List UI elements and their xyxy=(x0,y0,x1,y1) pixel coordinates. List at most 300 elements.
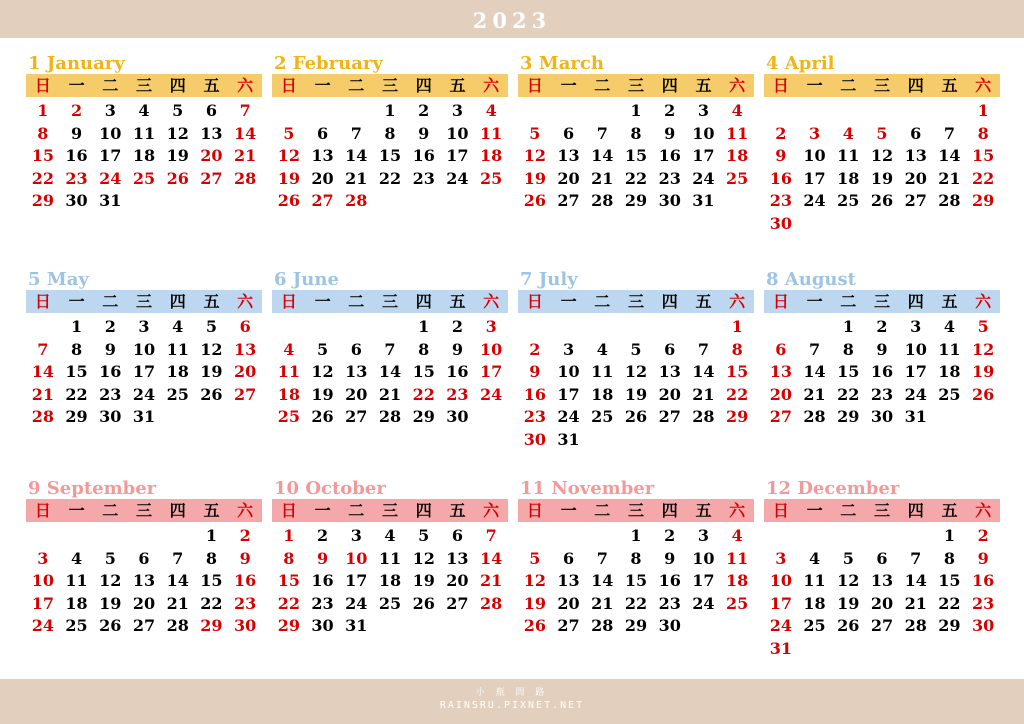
day-cell: 11 xyxy=(277,362,300,381)
day-cell: 5 xyxy=(842,548,854,568)
weekday-label: 六 xyxy=(483,292,500,311)
day-cell: 24 xyxy=(99,168,122,188)
day-cell: 22 xyxy=(412,384,435,404)
day-cell: 26 xyxy=(166,168,189,188)
day-cell: 21 xyxy=(234,146,257,165)
day-cell: 29 xyxy=(65,407,88,426)
day-cell: 28 xyxy=(480,593,503,613)
weekday-label: 六 xyxy=(483,76,500,95)
day-cell: 23 xyxy=(870,384,894,404)
day-cell: 26 xyxy=(412,593,435,613)
weekday-label: 五 xyxy=(449,76,466,95)
day-cell: 23 xyxy=(523,407,546,426)
weekday-header xyxy=(518,499,754,522)
day-cell: 13 xyxy=(446,548,469,568)
month-block xyxy=(518,477,754,687)
day-cell: 29 xyxy=(726,407,749,426)
day-cell: 21 xyxy=(591,168,614,188)
day-cell: 23 xyxy=(311,593,334,613)
day-cell: 27 xyxy=(904,191,927,210)
month-title: 11 November xyxy=(520,478,655,499)
weekday-label: 日 xyxy=(34,292,51,311)
empty-cell xyxy=(339,316,373,339)
day-cell: 21 xyxy=(591,593,614,613)
day-cell: 17 xyxy=(345,571,368,590)
day-cell: 15 xyxy=(31,146,54,165)
day-cell: 1 xyxy=(70,317,83,336)
day-cell: 15 xyxy=(624,146,648,165)
day-cell: 3 xyxy=(562,339,575,359)
weekday-label: 一 xyxy=(68,292,85,311)
day-cell: 22 xyxy=(31,168,54,188)
day-cell: 4 xyxy=(943,317,955,336)
weekday-label: 日 xyxy=(34,501,51,520)
empty-cell xyxy=(161,525,195,548)
day-cell: 2 xyxy=(70,101,83,120)
day-cell: 23 xyxy=(234,593,257,613)
day-cell: 26 xyxy=(523,191,546,210)
day-cell: 2 xyxy=(664,526,676,545)
day-cell: 20 xyxy=(311,168,334,188)
day-cell: 27 xyxy=(769,407,792,426)
weekday-label: 四 xyxy=(661,292,678,311)
day-cell: 25 xyxy=(480,168,503,188)
day-cell: 23 xyxy=(412,168,435,188)
day-cell: 9 xyxy=(529,362,541,381)
weekday-label: 一 xyxy=(314,76,331,95)
day-cell: 1 xyxy=(977,101,989,120)
empty-cell xyxy=(552,100,586,123)
day-cell: 5 xyxy=(418,526,430,545)
day-cell: 6 xyxy=(910,123,922,143)
month-title: 8 August xyxy=(766,269,856,290)
day-cell: 18 xyxy=(132,146,156,165)
day-cell: 10 xyxy=(31,571,54,590)
day-cell: 2 xyxy=(451,317,463,336)
day-cell: 2 xyxy=(664,101,676,120)
day-cell: 15 xyxy=(938,571,961,590)
day-cell: 12 xyxy=(277,146,300,165)
day-cell: 10 xyxy=(557,362,580,381)
weekday-label: 二 xyxy=(102,76,119,95)
weekday-label: 五 xyxy=(695,76,712,95)
day-cell: 9 xyxy=(664,548,676,568)
weekday-header xyxy=(518,290,754,313)
day-grid xyxy=(26,525,262,638)
day-cell: 6 xyxy=(350,339,362,359)
empty-cell xyxy=(653,316,687,339)
footer-bar xyxy=(0,679,1024,724)
weekday-label: 五 xyxy=(449,292,466,311)
weekday-label: 二 xyxy=(840,292,857,311)
day-cell: 18 xyxy=(837,168,860,188)
day-cell: 20 xyxy=(557,168,580,188)
day-cell: 19 xyxy=(311,384,334,404)
day-cell: 7 xyxy=(943,123,955,143)
day-cell: 17 xyxy=(446,146,469,165)
day-cell: 25 xyxy=(378,593,402,613)
day-cell: 14 xyxy=(234,123,257,143)
day-cell: 13 xyxy=(311,146,334,165)
weekday-header xyxy=(518,74,754,97)
day-cell: 24 xyxy=(904,384,927,404)
day-cell: 21 xyxy=(166,593,189,613)
weekday-label: 一 xyxy=(314,501,331,520)
day-cell: 23 xyxy=(658,593,681,613)
day-cell: 4 xyxy=(283,339,295,359)
day-cell: 19 xyxy=(972,362,995,381)
weekday-label: 日 xyxy=(772,501,789,520)
day-cell: 5 xyxy=(977,317,989,336)
day-cell: 7 xyxy=(697,339,709,359)
day-cell: 18 xyxy=(803,593,826,613)
day-cell: 31 xyxy=(132,407,156,426)
day-cell: 14 xyxy=(31,362,54,381)
weekday-label: 二 xyxy=(840,501,857,520)
day-cell: 5 xyxy=(876,123,888,143)
empty-cell xyxy=(798,316,832,339)
weekday-label: 三 xyxy=(628,76,645,95)
day-cell: 28 xyxy=(31,407,54,426)
day-grid xyxy=(272,525,508,638)
day-cell: 2 xyxy=(316,526,329,545)
day-cell: 12 xyxy=(837,571,860,590)
day-cell: 20 xyxy=(658,384,681,404)
weekday-label: 日 xyxy=(526,292,543,311)
day-cell: 13 xyxy=(234,339,257,359)
weekday-header xyxy=(272,290,508,313)
day-cell: 5 xyxy=(205,317,217,336)
day-cell: 10 xyxy=(692,548,715,568)
month-block xyxy=(272,477,508,687)
day-cell: 25 xyxy=(65,616,88,635)
day-cell: 21 xyxy=(480,571,503,590)
month-block xyxy=(518,268,754,478)
weekday-header xyxy=(764,499,1000,522)
weekday-label: 六 xyxy=(729,76,746,95)
day-cell: 25 xyxy=(938,384,961,404)
empty-cell xyxy=(552,316,586,339)
day-cell: 20 xyxy=(870,593,894,613)
day-cell: 10 xyxy=(446,123,469,143)
day-cell: 10 xyxy=(769,571,792,590)
weekday-label: 三 xyxy=(382,292,399,311)
day-cell: 28 xyxy=(904,616,927,635)
day-cell: 28 xyxy=(345,191,368,210)
day-cell: 6 xyxy=(562,548,575,568)
day-cell: 10 xyxy=(99,123,122,143)
day-cell: 7 xyxy=(910,548,922,568)
day-cell: 24 xyxy=(446,168,469,188)
day-grid xyxy=(518,316,754,451)
weekday-label: 三 xyxy=(874,76,891,95)
day-cell: 23 xyxy=(99,384,122,404)
day-cell: 3 xyxy=(697,526,709,545)
day-cell: 3 xyxy=(775,548,787,568)
month-title: 2 February xyxy=(274,53,383,74)
day-cell: 8 xyxy=(205,548,217,568)
month-title: 6 June xyxy=(274,269,339,290)
day-cell: 1 xyxy=(384,101,396,120)
day-cell: 28 xyxy=(378,407,402,426)
day-cell: 12 xyxy=(523,146,546,165)
day-cell: 16 xyxy=(658,571,681,590)
day-cell: 22 xyxy=(624,593,648,613)
day-cell: 1 xyxy=(630,526,642,545)
weekday-label: 五 xyxy=(695,292,712,311)
weekday-label: 六 xyxy=(237,292,254,311)
day-cell: 11 xyxy=(837,146,860,165)
day-cell: 14 xyxy=(938,146,961,165)
day-cell: 22 xyxy=(378,168,402,188)
day-cell: 3 xyxy=(37,548,49,568)
day-cell: 26 xyxy=(523,616,546,635)
day-cell: 7 xyxy=(172,548,184,568)
day-cell: 2 xyxy=(418,101,430,120)
empty-cell xyxy=(26,316,60,339)
day-cell: 9 xyxy=(977,548,989,568)
day-cell: 4 xyxy=(596,339,608,359)
day-cell: 3 xyxy=(910,317,922,336)
day-cell: 23 xyxy=(446,384,469,404)
day-cell: 20 xyxy=(904,168,927,188)
empty-cell xyxy=(552,525,586,548)
day-cell: 31 xyxy=(769,638,792,658)
day-cell: 8 xyxy=(630,548,642,568)
weekday-label: 日 xyxy=(280,292,297,311)
day-cell: 12 xyxy=(311,362,334,381)
weekday-label: 六 xyxy=(975,76,992,95)
day-cell: 18 xyxy=(726,146,749,165)
day-cell: 3 xyxy=(138,317,150,336)
weekday-header xyxy=(26,74,262,97)
month-title: 3 March xyxy=(520,53,604,74)
day-cell: 6 xyxy=(664,339,676,359)
day-cell: 1 xyxy=(283,526,295,545)
day-cell: 25 xyxy=(277,407,300,426)
empty-cell xyxy=(764,100,798,123)
day-grid xyxy=(518,525,754,638)
day-cell: 11 xyxy=(803,571,826,590)
month-block xyxy=(764,268,1000,478)
weekday-label: 三 xyxy=(382,76,399,95)
day-cell: 8 xyxy=(70,339,83,359)
day-cell: 28 xyxy=(591,616,614,635)
day-cell: 16 xyxy=(769,168,792,188)
day-cell: 27 xyxy=(446,593,469,613)
footer-url: RAINSRU.PIXNET.NET xyxy=(439,700,585,711)
day-cell: 10 xyxy=(904,339,927,359)
day-cell: 21 xyxy=(904,593,927,613)
weekday-label: 二 xyxy=(102,292,119,311)
day-cell: 14 xyxy=(904,571,927,590)
day-cell: 18 xyxy=(166,362,189,381)
weekday-label: 二 xyxy=(594,292,611,311)
day-cell: 3 xyxy=(104,101,116,120)
day-cell: 4 xyxy=(731,101,743,120)
day-cell: 11 xyxy=(166,339,189,359)
day-cell: 11 xyxy=(726,123,749,143)
empty-cell xyxy=(339,100,373,123)
day-cell: 16 xyxy=(658,146,681,165)
weekday-label: 四 xyxy=(169,292,186,311)
day-grid xyxy=(764,525,1000,660)
day-grid xyxy=(518,100,754,213)
weekday-label: 日 xyxy=(34,76,51,95)
day-cell: 19 xyxy=(870,168,894,188)
weekday-label: 六 xyxy=(975,501,992,520)
day-cell: 27 xyxy=(234,384,257,404)
empty-cell xyxy=(798,100,832,123)
empty-cell xyxy=(831,100,865,123)
day-cell: 6 xyxy=(205,101,217,120)
day-cell: 24 xyxy=(480,384,503,404)
weekday-label: 日 xyxy=(526,76,543,95)
weekday-label: 四 xyxy=(415,76,432,95)
day-grid xyxy=(764,100,1000,235)
day-cell: 24 xyxy=(345,593,368,613)
day-cell: 12 xyxy=(200,339,223,359)
day-cell: 25 xyxy=(166,384,189,404)
day-cell: 19 xyxy=(523,168,546,188)
day-cell: 21 xyxy=(378,384,402,404)
day-cell: 16 xyxy=(870,362,894,381)
day-cell: 9 xyxy=(876,339,888,359)
day-cell: 7 xyxy=(596,548,608,568)
day-cell: 11 xyxy=(591,362,614,381)
empty-cell xyxy=(26,525,60,548)
empty-cell xyxy=(585,525,619,548)
weekday-label: 一 xyxy=(68,501,85,520)
empty-cell xyxy=(272,316,306,339)
day-cell: 23 xyxy=(769,191,792,210)
day-cell: 12 xyxy=(972,339,995,359)
month-block xyxy=(26,477,262,687)
day-cell: 6 xyxy=(316,123,329,143)
empty-cell xyxy=(798,525,832,548)
day-cell: 21 xyxy=(938,168,961,188)
day-cell: 9 xyxy=(775,146,787,165)
day-cell: 17 xyxy=(769,593,792,613)
day-cell: 13 xyxy=(557,146,580,165)
day-cell: 14 xyxy=(480,548,503,568)
day-cell: 27 xyxy=(345,407,368,426)
day-cell: 9 xyxy=(104,339,116,359)
footer-credit: 小 瓶 問 路 xyxy=(475,688,549,698)
day-cell: 3 xyxy=(697,101,709,120)
day-cell: 3 xyxy=(451,101,463,120)
weekday-label: 一 xyxy=(806,501,823,520)
weekday-label: 六 xyxy=(237,76,254,95)
day-cell: 11 xyxy=(132,123,156,143)
day-cell: 24 xyxy=(557,407,580,426)
day-cell: 14 xyxy=(378,362,402,381)
day-cell: 26 xyxy=(870,191,894,210)
weekday-label: 四 xyxy=(661,76,678,95)
day-cell: 12 xyxy=(99,571,122,590)
day-cell: 6 xyxy=(239,317,251,336)
year-title: 2023 xyxy=(472,8,552,33)
weekday-label: 三 xyxy=(136,501,153,520)
day-cell: 11 xyxy=(726,548,749,568)
day-cell: 22 xyxy=(277,593,300,613)
day-cell: 30 xyxy=(446,407,469,426)
weekday-header xyxy=(764,290,1000,313)
day-cell: 28 xyxy=(234,168,257,188)
weekday-label: 二 xyxy=(348,76,365,95)
empty-cell xyxy=(687,316,721,339)
day-cell: 1 xyxy=(731,317,743,336)
weekday-label: 四 xyxy=(415,501,432,520)
day-cell: 5 xyxy=(630,339,642,359)
month-block xyxy=(518,52,754,262)
day-cell: 25 xyxy=(803,616,826,635)
day-cell: 9 xyxy=(70,123,83,143)
day-cell: 15 xyxy=(200,571,223,590)
day-cell: 17 xyxy=(132,362,156,381)
day-cell: 16 xyxy=(234,571,257,590)
day-cell: 28 xyxy=(803,407,826,426)
day-cell: 26 xyxy=(624,407,648,426)
month-block xyxy=(272,268,508,478)
weekday-label: 二 xyxy=(594,76,611,95)
day-cell: 12 xyxy=(412,548,435,568)
day-cell: 22 xyxy=(938,593,961,613)
weekday-label: 四 xyxy=(169,76,186,95)
day-cell: 17 xyxy=(31,593,54,613)
month-title: 10 October xyxy=(274,478,386,499)
day-cell: 16 xyxy=(523,384,546,404)
day-cell: 12 xyxy=(166,123,189,143)
day-cell: 7 xyxy=(485,526,497,545)
weekday-label: 六 xyxy=(729,292,746,311)
weekday-header xyxy=(26,290,262,313)
day-cell: 19 xyxy=(837,593,860,613)
day-cell: 3 xyxy=(808,123,821,143)
day-cell: 1 xyxy=(943,526,955,545)
day-cell: 2 xyxy=(775,123,787,143)
day-cell: 20 xyxy=(234,362,257,381)
day-cell: 17 xyxy=(692,571,715,590)
empty-cell xyxy=(764,525,798,548)
day-cell: 2 xyxy=(876,317,888,336)
day-cell: 10 xyxy=(132,339,156,359)
day-cell: 17 xyxy=(904,362,927,381)
month-block xyxy=(26,52,262,262)
day-cell: 29 xyxy=(837,407,860,426)
empty-cell xyxy=(764,316,798,339)
day-cell: 29 xyxy=(972,191,995,210)
weekday-label: 三 xyxy=(628,292,645,311)
day-cell: 7 xyxy=(350,123,362,143)
day-cell: 4 xyxy=(70,548,83,568)
empty-cell xyxy=(127,525,161,548)
day-cell: 10 xyxy=(803,146,826,165)
weekday-label: 五 xyxy=(203,501,220,520)
day-cell: 17 xyxy=(480,362,503,381)
month-block xyxy=(764,52,1000,262)
day-cell: 27 xyxy=(132,616,156,635)
day-cell: 5 xyxy=(316,339,329,359)
weekday-header xyxy=(272,499,508,522)
day-cell: 1 xyxy=(842,317,854,336)
weekday-label: 四 xyxy=(415,292,432,311)
day-cell: 24 xyxy=(803,191,826,210)
day-cell: 11 xyxy=(65,571,88,590)
day-cell: 20 xyxy=(769,384,792,404)
weekday-label: 日 xyxy=(772,292,789,311)
day-cell: 6 xyxy=(451,526,463,545)
